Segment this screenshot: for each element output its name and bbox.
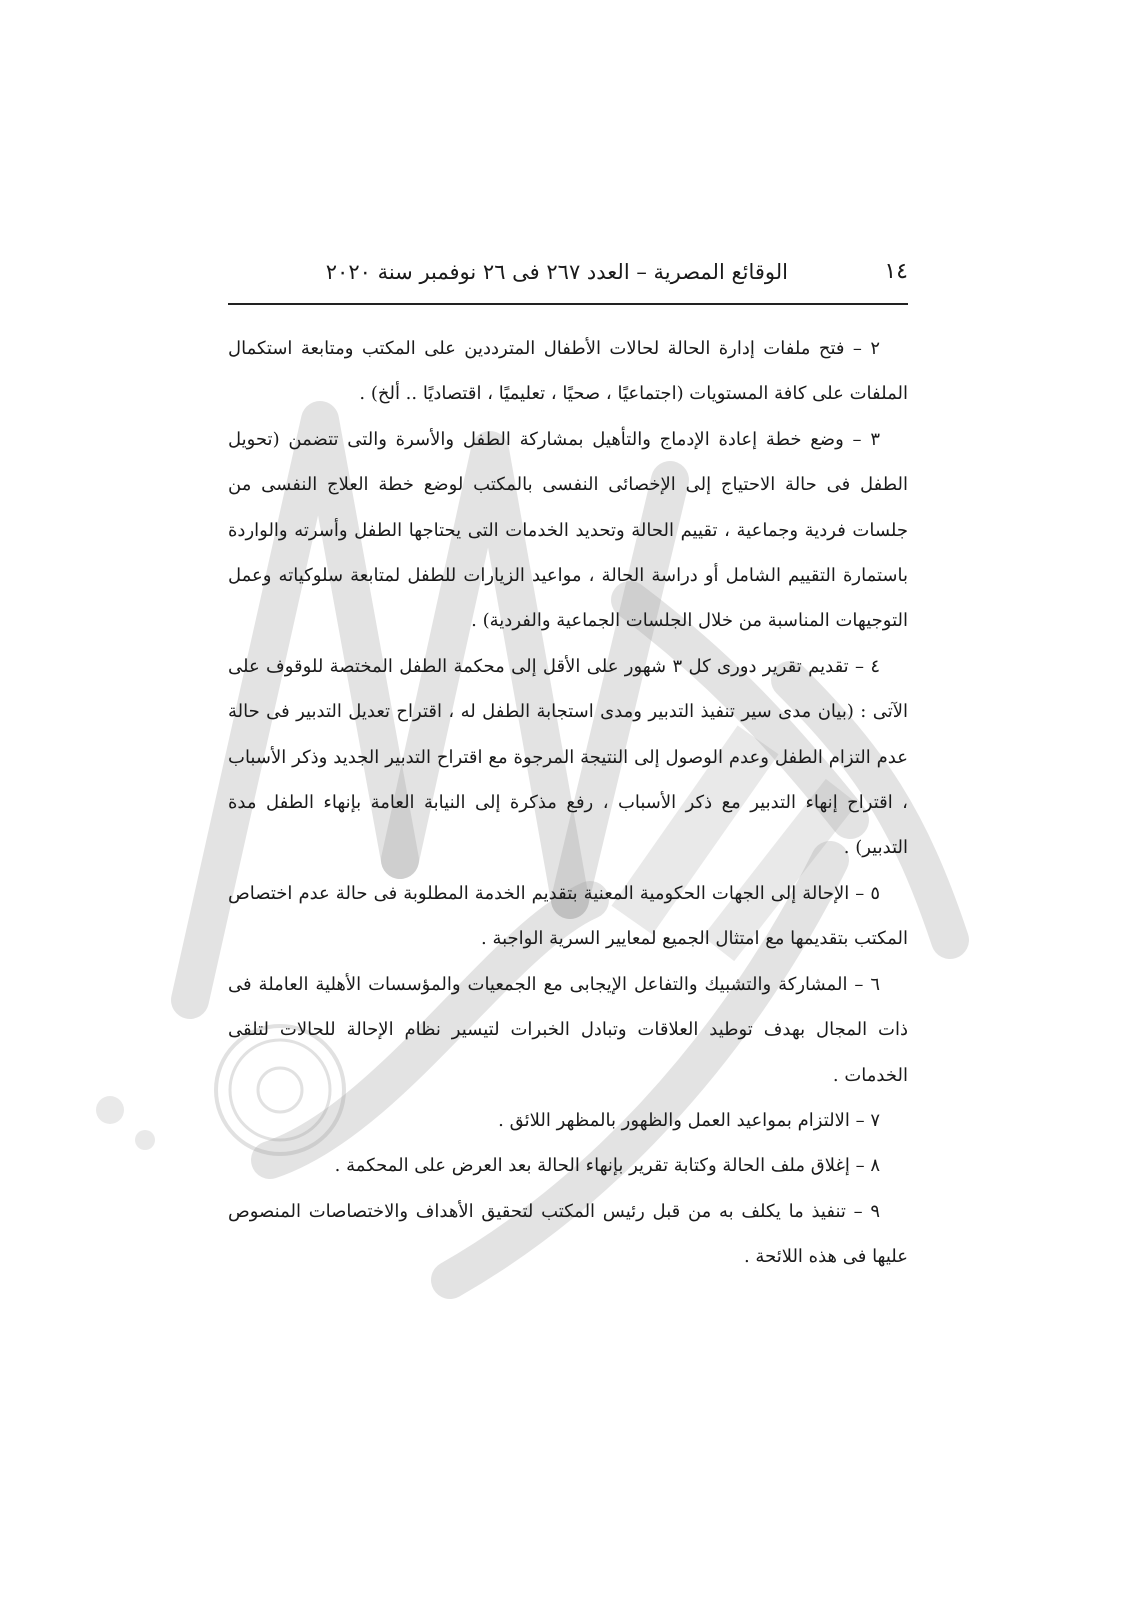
clause-9: ٩ – تنفيذ ما يكلف به من قبل رئيس المكتب لتحقيق الأهداف والاختصاصات المنصوص عليها فى هذه اللائحة . [228, 1200, 908, 1268]
clause-3: ٣ – وضع خطة إعادة الإدماج والتأهيل بمشاركة الطفل والأسرة والتى تتضمن (تحويل الطفل فى حالة الاحتياج إلى الإخصائى النفسى بالمكتب لوضع خطة العلاج النفسى من جلسات فردية وجماعية ، تقييم الحالة وتحديد الخدمات التى يحتاجها الطفل وأسرته والواردة باستمارة التقييم الشامل أو دراسة الحالة ، مواعيد الزيارات للطفل لمتابعة سلوكياته وعمل التوجيهات المناسبة من خلال الجلسات الجماعية والفردية) . [228, 428, 908, 632]
page-number: ١٤ [884, 259, 908, 284]
clause-4: ٤ – تقديم تقرير دورى كل ٣ شهور على الأقل إلى محكمة الطفل المختصة للوقوف على الآتى : (بيان مدى سير تنفيذ التدبير ومدى استجابة الطفل له ، اقتراح تعديل التدبير فى حالة عدم التزام الطفل وعدم الوصول إلى النتيجة المرجوة مع اقتراح التدبير الجديد وذكر الأسباب ، اقتراح إنهاء التدبير مع ذكر الأسباب ، رفع مذكرة إلى النيابة العامة بإنهاء الطفل مدة التدبير) . [228, 655, 908, 859]
document-body [228, 326, 908, 1280]
clause-2: ٢ – فتح ملفات إدارة الحالة لحالات الأطفال المترددين على المكتب ومتابعة استكمال الملفات على كافة المستويات (اجتماعيًا ، صحيًا ، تعليميًا ، اقتصاديًا .. ألخ) . [228, 338, 908, 405]
clause-5: ٥ – الإحالة إلى الجهات الحكومية المعنية بتقديم الخدمة المطلوبة فى حالة عدم اختصاص المكتب بتقديمها مع امتثال الجميع لمعايير السرية الواجبة . [228, 882, 908, 950]
clause-7: ٧ – الالتزام بمواعيد العمل والظهور بالمظهر اللائق . [498, 1109, 880, 1131]
clause-8: ٨ – إغلاق ملف الحالة وكتابة تقرير بإنهاء الحالة بعد العرض على المحكمة . [334, 1155, 880, 1177]
clause-6: ٦ – المشاركة والتشبيك والتفاعل الإيجابى مع الجمعيات والمؤسسات الأهلية العاملة فى ذات المجال بهدف توطيد العلاقات وتبادل الخبرات لتيسير نظام الإحالة للحالات لتلقى الخدمات . [228, 973, 908, 1086]
header-divider [228, 303, 908, 305]
gazette-title: الوقائع المصرية – العدد ٢٦٧ فى ٢٦ نوفمبر سنة ٢٠٢٠ [325, 260, 788, 284]
page-header [228, 252, 908, 292]
